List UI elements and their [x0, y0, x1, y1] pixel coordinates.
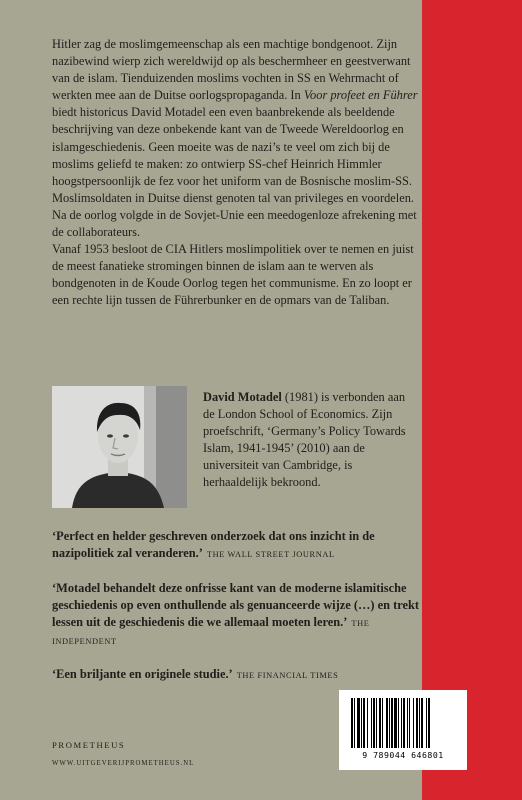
red-spine-band	[422, 0, 522, 800]
barcode-bar	[357, 698, 360, 748]
author-portrait-illustration	[52, 386, 187, 508]
barcode-bar	[371, 698, 372, 748]
barcode-bar	[354, 698, 355, 748]
back-cover-blurb	[52, 36, 418, 310]
barcode-bar	[386, 698, 388, 748]
publisher-logo: PROMETHEUS	[52, 740, 126, 750]
barcode-bar	[379, 698, 381, 748]
barcode-bar	[419, 698, 420, 748]
barcode-bar	[401, 698, 402, 748]
barcode-bar	[413, 698, 414, 748]
author-name: David Motadel	[203, 390, 282, 404]
barcode-bar	[394, 698, 397, 748]
barcode-bar	[403, 698, 405, 748]
book-title: Voor profeet en Führer	[303, 88, 418, 103]
review-quote-text: ‘Perfect en helder geschreven onderzoek dat ons inzicht in de nazipolitiek zal veranderen.’	[52, 529, 375, 561]
blurb-text-start: Hitler zag de moslimgemeenschap als een machtige bondgenoot. Zijn nazibewind wierp zich wereldwijd op als beschermheer en geestverwant van de islam. Tienduizenden moslims vochten in SS en Wehrmacht of werkten mee aan de Duitse oorlogspropaganda. In	[52, 37, 411, 103]
barcode-bar	[421, 698, 423, 748]
review-quote-3	[52, 666, 432, 684]
author-bio	[203, 389, 418, 492]
barcode-bar	[367, 698, 368, 748]
blurb-paragraph-1	[52, 36, 418, 241]
barcode-bars	[349, 698, 457, 750]
review-source: THE WALL STREET JOURNAL	[206, 550, 335, 560]
review-source: THE FINANCIAL TIMES	[236, 671, 339, 680]
review-quote-text: ‘Een briljante en originele studie.’	[52, 667, 233, 681]
isbn-barcode	[339, 690, 467, 770]
barcode-bar	[391, 698, 393, 748]
barcode-bar	[351, 698, 353, 748]
blurb-paragraph-2: Vanaf 1953 besloot de CIA Hitlers moslimpolitiek over te nemen en juist de meest fanatieke stromingen binnen de islam aan te werven als bondgenoten in de Koude Oorlog tegen het communisme. En zo loopt er een rechte lijn tussen de Führerbunker en de opmars van de Taliban.	[52, 242, 414, 308]
review-source: THE INDEPENDENT	[52, 619, 370, 647]
publisher-url[interactable]: WWW.UITGEVERIJPROMETHEUS.NL	[52, 760, 195, 767]
barcode-bar	[363, 698, 365, 748]
author-bio-text: (1981) is verbonden aan de London School of Economics. Zijn proefschrift, ‘Germany’s Policy Towards Islam, 1941-1945’ (2010) aan de universiteit van Cambridge, is herhaaldelijk bekroond.	[203, 390, 406, 490]
blurb-text-continued: biedt historicus David Motadel een even baanbrekende als beeldende beschrijving van deze onbekende kant van de Tweede Wereldoorlog en islamgeschiedenis. Geen moeite was de nazi’s te veel om zich bij de moslims geliefd te maken: zo ontwierp SS-chef Heinrich Himmler hoogstpersoonlijk de fez voor het uniform van de Bosnische moslim-SS. Moslimsoldaten in Duitse dienst genoten tal van privileges en voordelen. Na de oorlog volgde in de Sovjet-Unie een meedogenloze afrekening met de collaborateurs.	[52, 105, 417, 240]
barcode-bar	[407, 698, 408, 748]
barcode-bar	[428, 698, 430, 748]
barcode-bar	[389, 698, 390, 748]
barcode-bar	[382, 698, 383, 748]
barcode-bar	[416, 698, 418, 748]
author-photo	[52, 386, 187, 508]
barcode-bar	[373, 698, 375, 748]
review-quote-1	[52, 528, 432, 563]
barcode-bar	[361, 698, 362, 748]
barcode-bar	[409, 698, 410, 748]
barcode-bar	[376, 698, 377, 748]
barcode-bar	[398, 698, 399, 748]
isbn-number: 9 789044 646801	[362, 750, 444, 760]
barcode-bar	[426, 698, 427, 748]
review-quote-2	[52, 580, 432, 650]
review-quote-text: ‘Motadel behandelt deze onfrisse kant van de moderne islamitische geschiedenis op even onthullende als genuanceerde wijze (…) en trekt lessen uit de geschiedenis die we allemaal moeten leren.’	[52, 581, 419, 630]
